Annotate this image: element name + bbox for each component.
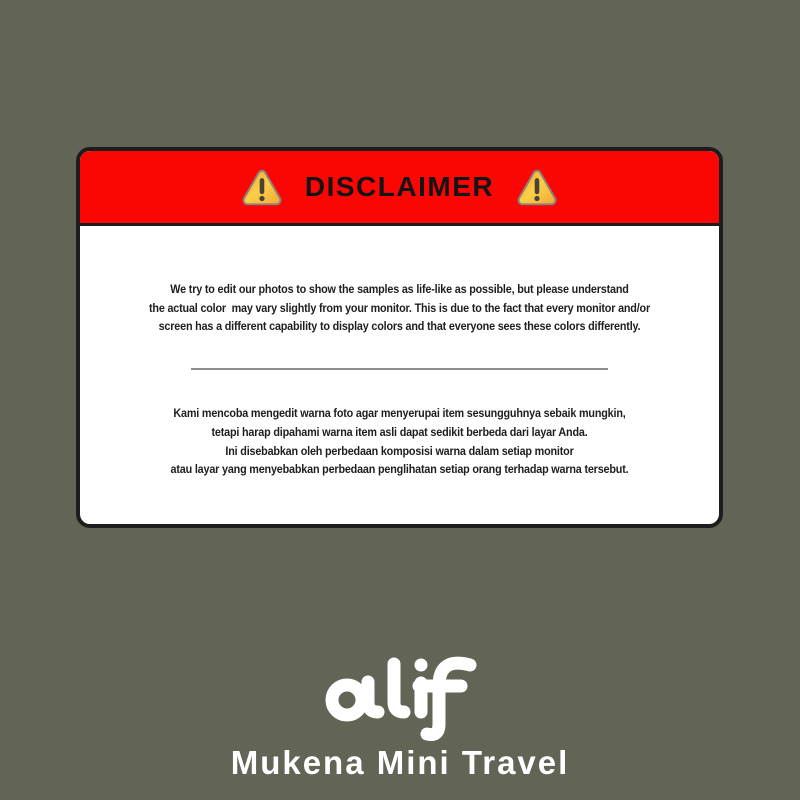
disclaimer-header [80,151,719,226]
text-line: screen has a different capability to display colors and that everyone sees these colors differently. [158,319,641,334]
disclaimer-text-english [112,280,687,336]
text-line: atau layar yang menyebabkan perbedaan penglihatan setiap orang terhadap warna tersebut. [170,462,629,477]
warning-triangle-icon [241,168,283,206]
warning-triangle-icon [516,168,558,206]
brand-subtitle: Mukena Mini Travel [230,744,570,781]
text-line: tetapi harap dipahami warna item asli dapat sedikit berbeda dari layar Anda. [211,424,588,439]
divider-line [191,368,608,370]
brand-block [0,654,800,782]
alif-logo [0,654,800,742]
disclaimer-text-indonesian [112,404,687,479]
text-line: We try to edit our photos to show the samples as life-like as possible, but please understand [170,282,629,296]
text-line: Kami mencoba mengedit warna foto agar menyerupai item sesungguhnya sebaik mungkin, [173,406,626,421]
disclaimer-card [76,147,723,528]
text-line: Ini disebabkan oleh perbedaan komposisi warna dalam setiap monitor [225,443,574,458]
alif-logo-drawing [321,654,479,742]
disclaimer-title: DISCLAIMER [304,171,495,202]
disclaimer-body [80,226,719,479]
text-line: the actual color may vary slightly from your monitor. This is due to the fact that every monitor and/or [149,300,650,315]
